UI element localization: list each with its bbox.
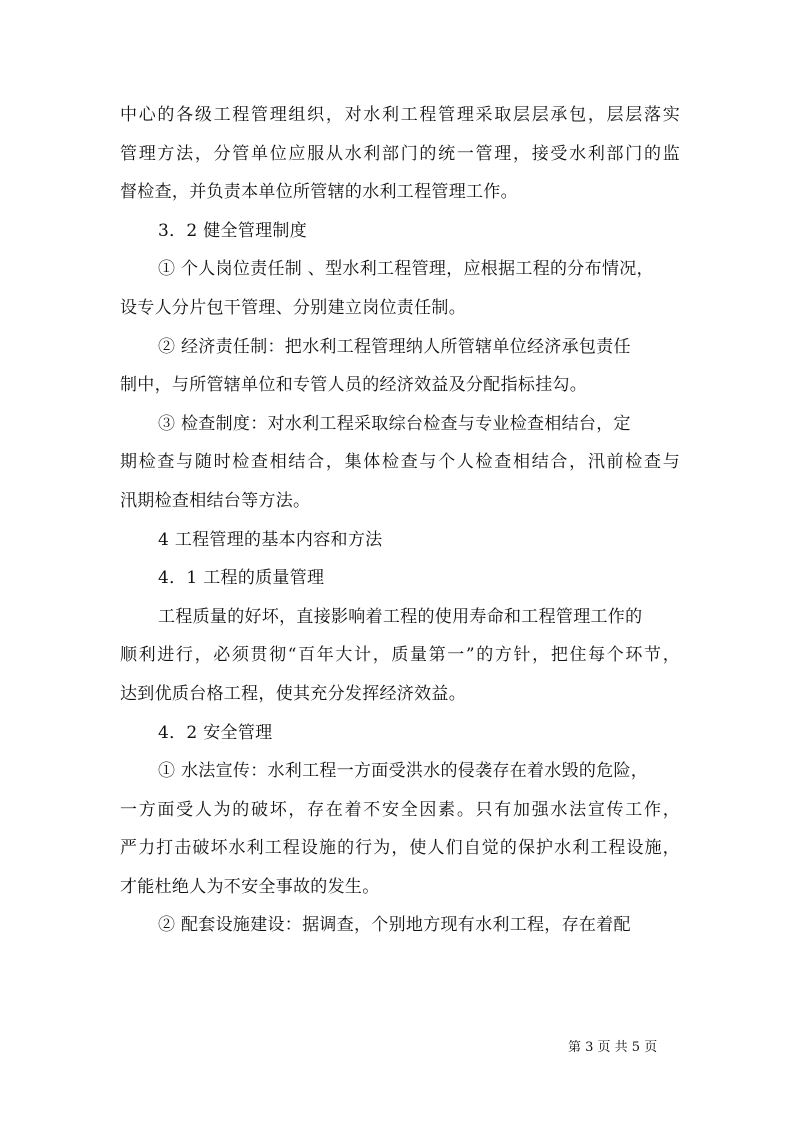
paragraph-line: 中心的各级工程管理组织，对水利工程管理采取层层承包，层层落实 [120, 105, 680, 125]
paragraph-line: 严力打击破坏水利工程设施的行为，使人们自觉的保护水利工程设施， [120, 838, 680, 859]
paragraph-line: 顺利进行，必须贯彻“百年大计，质量第一”的方针，把住每个环节， [120, 645, 680, 666]
paragraph-line: ① 水法宣传：水利工程一方面受洪水的侵袭存在着水毁的危险， [158, 761, 649, 782]
paragraph-line: ② 配套设施建设：据调查，个别地方现有水利工程，存在着配 [158, 915, 631, 936]
section-heading: 4．1 工程的质量管理 [158, 568, 325, 589]
paragraph-line: 设专人分片包干管理、分别建立岗位责任制。 [120, 297, 466, 318]
paragraph-line: 才能杜绝人为不安全事故的发生。 [120, 876, 380, 897]
paragraph-line: 汛期检查相结台等方法。 [120, 490, 311, 511]
section-heading: 3．2 健全管理制度 [158, 220, 308, 241]
page-number-footer: 第 3 页 共 5 页 [568, 1040, 658, 1055]
paragraph-line: 制中，与所管辖单位和专管人员的经济效益及分配指标挂勾。 [120, 375, 588, 396]
section-heading: 4．2 安全管理 [158, 722, 273, 743]
paragraph-line: 工程质量的好坏，直接影响着工程的使用寿命和工程管理工作的 [158, 606, 643, 627]
paragraph-line: 期检查与随时检查相结合，集体检查与个人检查相结合，汛前检查与 [120, 452, 680, 473]
paragraph-line: 达到优质台格工程，使其充分发挥经济效益。 [120, 683, 466, 704]
paragraph-line: ② 经济责任制：把水利工程管理纳人所管辖单位经济承包责任 [158, 336, 631, 357]
paragraph-line: ③ 检查制度：对水利工程采取综台检查与专业检查相结台，定 [158, 413, 631, 434]
paragraph-line: 管理方法，分管单位应服从水利部门的统一管理，接受水利部门的监 [120, 143, 680, 164]
paragraph-line: ① 个人岗位责任制 、型水利工程管理，应根据工程的分布情况， [158, 259, 654, 280]
section-heading: 4 工程管理的基本内容和方法 [158, 529, 383, 550]
document-body [120, 96, 680, 945]
paragraph-line: 一方面受人为的破坏，存在着不安全因素。只有加强水法宣传工作， [120, 799, 680, 820]
paragraph-line: 督检查，并负责本单位所管辖的水利工程管理工作。 [120, 182, 518, 203]
